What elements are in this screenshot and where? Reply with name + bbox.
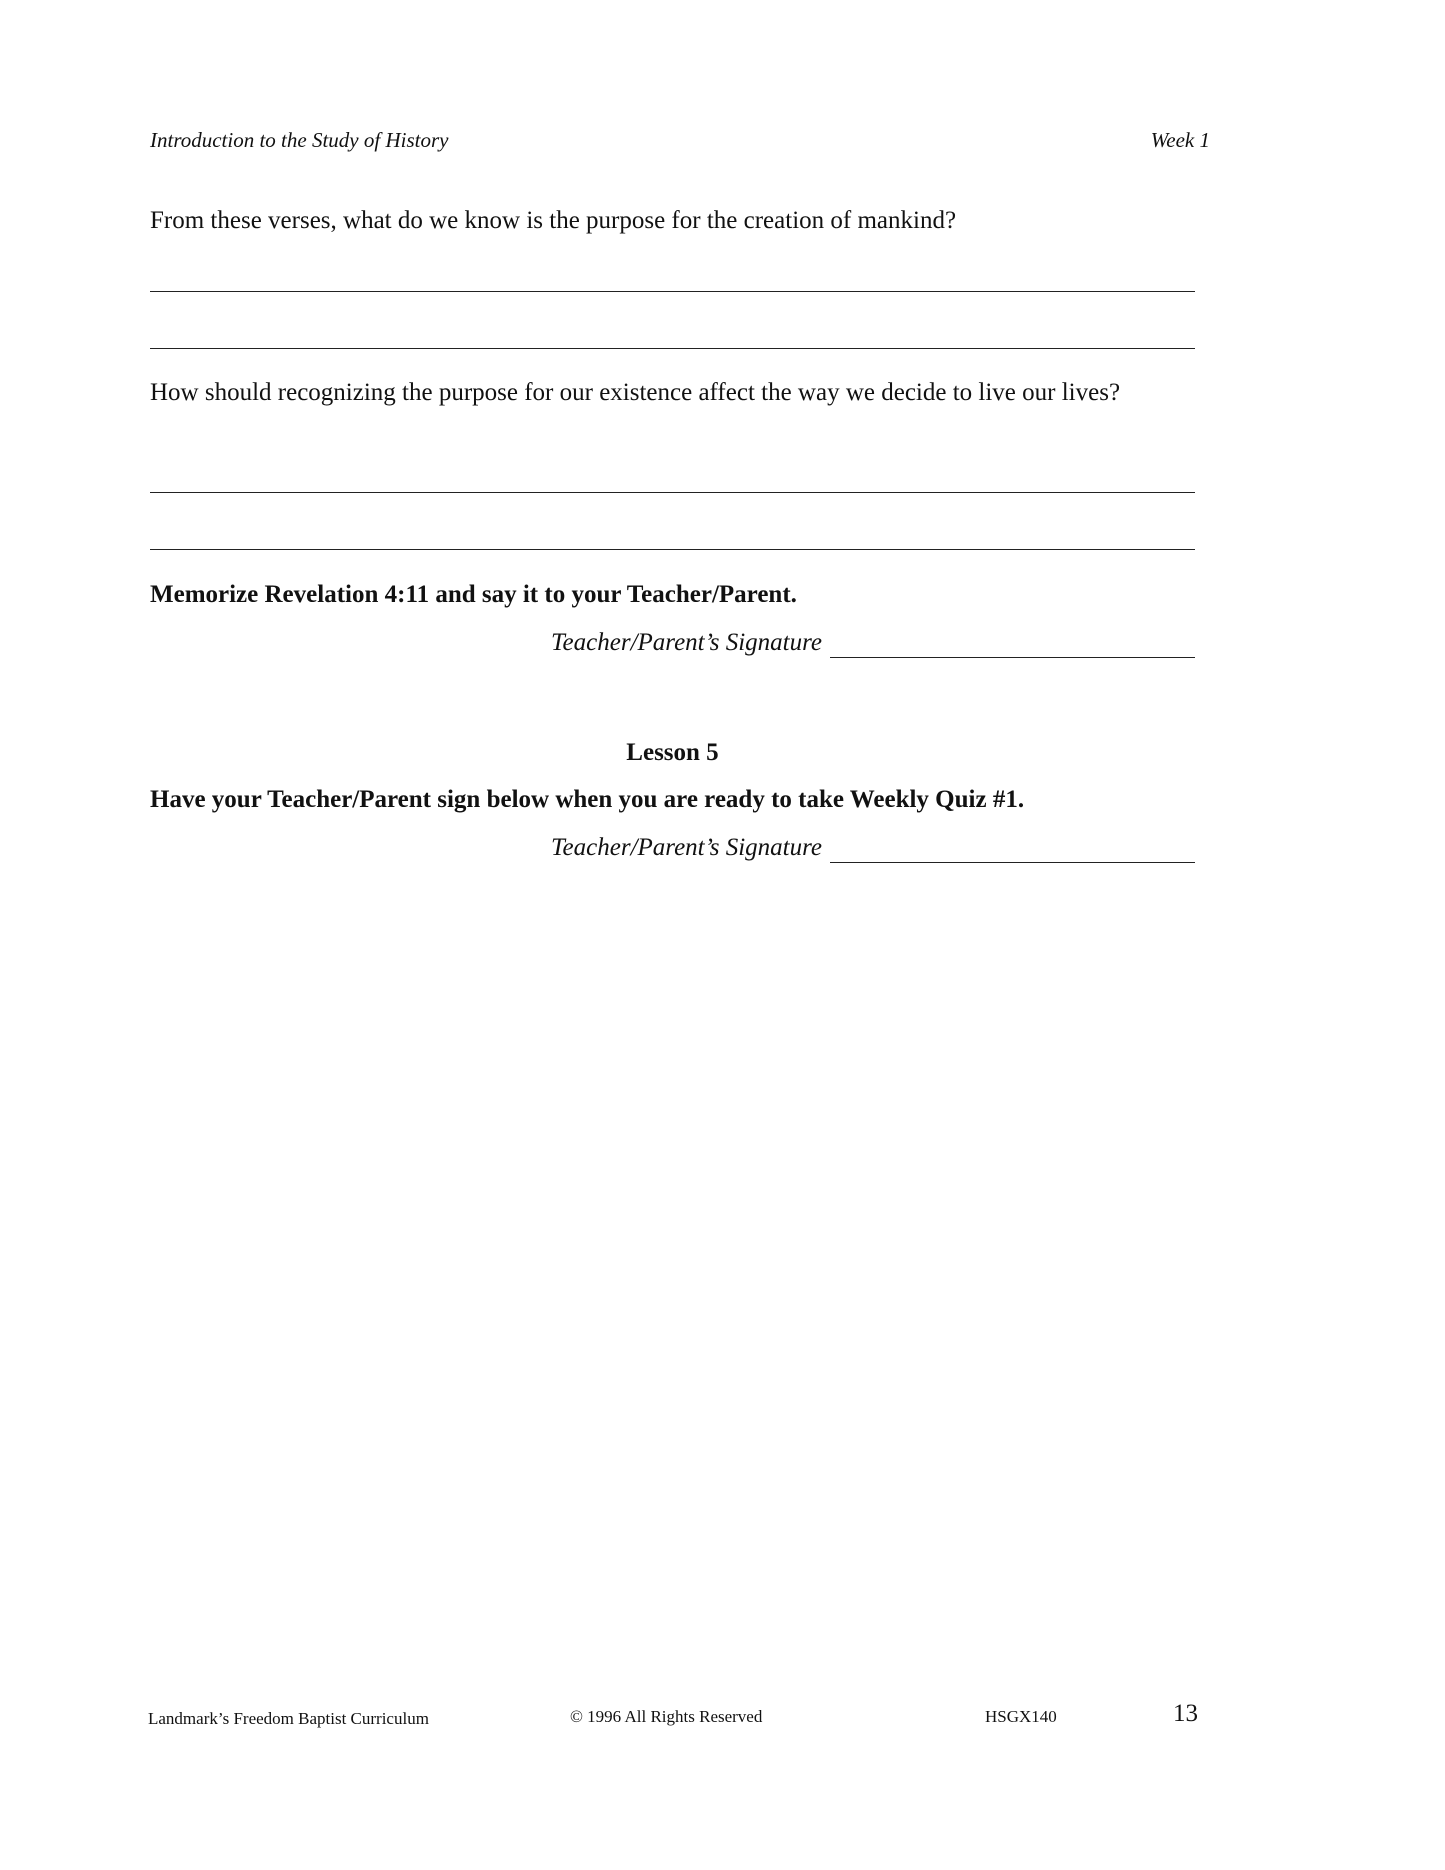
signature-label: Teacher/Parent’s Signature [550,629,822,656]
signature-line[interactable] [830,838,1195,863]
footer-copyright: © 1996 All Rights Reserved [570,1707,763,1726]
running-header [150,128,1210,153]
lesson-title: Lesson 5 [626,739,719,766]
signature-label: Teacher/Parent’s Signature [550,834,822,861]
question-2: How should recognizing the purpose for our existence affect the way we decide to live our lives? [150,379,1121,406]
footer-publisher: Landmark’s Freedom Baptist Curriculum [148,1709,429,1728]
page-number: 13 [1173,1700,1198,1727]
answer-line-1b[interactable] [150,348,1195,349]
running-header-title: Introduction to the Study of History [150,128,449,152]
answer-line-2b[interactable] [150,549,1195,550]
running-header-week: Week 1 [1150,128,1210,152]
answer-line-1a[interactable] [150,291,1195,292]
signature-row-quiz [551,833,1195,863]
question-1: From these verses, what do we know is the purpose for the creation of mankind? [150,207,957,234]
answer-line-2a[interactable] [150,492,1195,493]
signature-line[interactable] [830,633,1195,658]
signature-row-memorize [551,628,1195,658]
footer-code: HSGX140 [985,1707,1057,1726]
quiz-instruction: Have your Teacher/Parent sign below when you are ready to take Weekly Quiz #1. [150,786,1025,813]
memorize-instruction: Memorize Revelation 4:11 and say it to your Teacher/Parent. [150,581,797,608]
